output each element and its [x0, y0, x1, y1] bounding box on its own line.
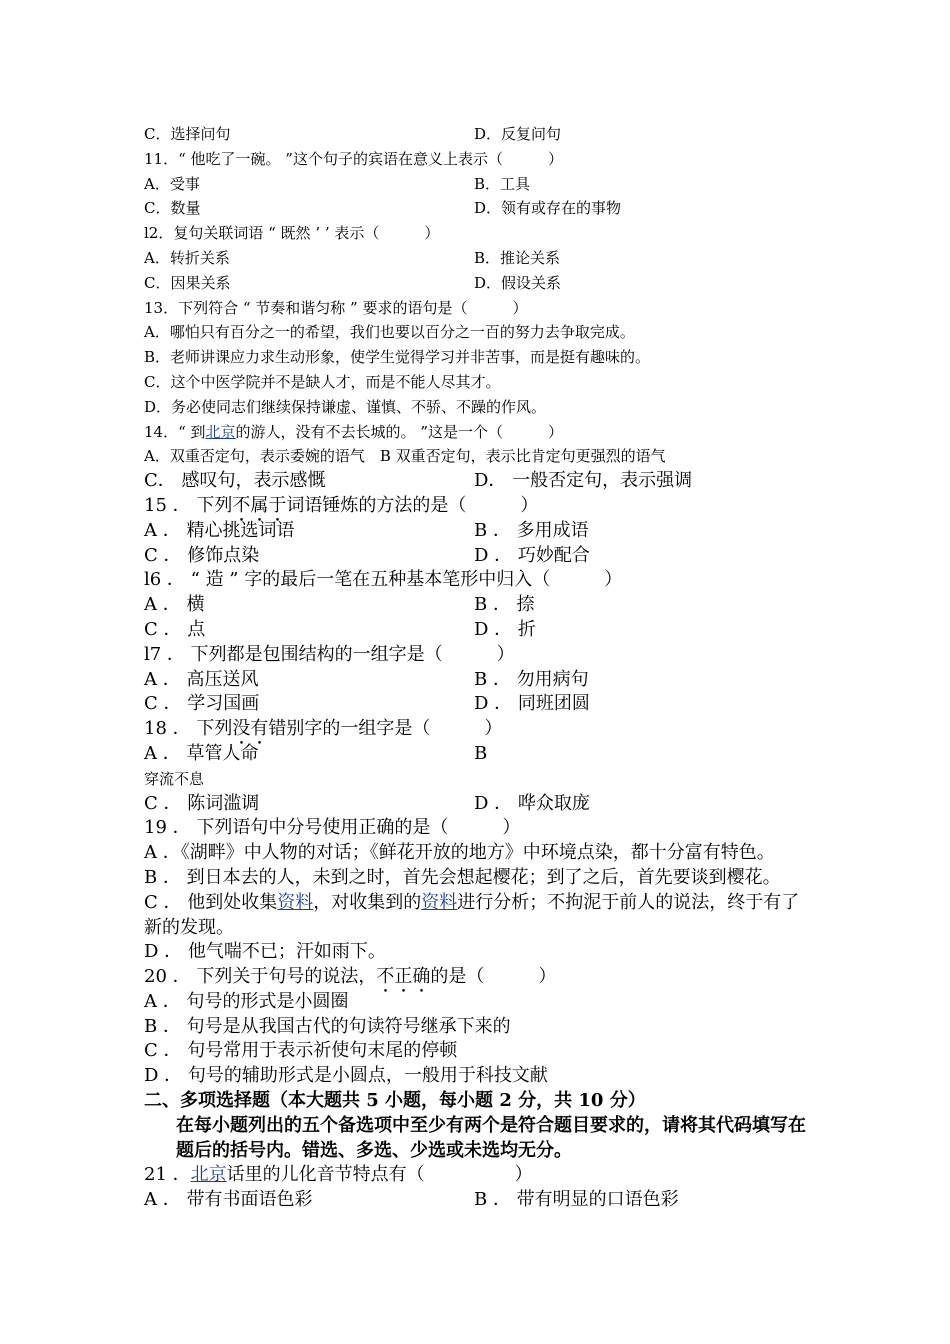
option-d: D ． 同班团圆: [474, 693, 590, 715]
option-c: C．这个中医学院并不是缺人才，而是不能人尽其才。: [144, 372, 501, 391]
ziliao-link[interactable]: 资料: [421, 891, 458, 913]
option-d: D ． 句号的辅助形式是小圆点，一般用于科技文献: [144, 1065, 548, 1087]
beijing-link[interactable]: 北京: [190, 1164, 227, 1186]
option-row: [144, 618, 814, 643]
option-row: [144, 668, 814, 693]
option-d: D． 一般否定句，表示强调: [474, 470, 693, 492]
option-row: [144, 692, 814, 717]
option-a: A．转折关系: [144, 248, 230, 267]
option-b-text: 穿流不息: [144, 769, 205, 788]
option-b: B ． 句号是从我国古代的句读符号继承下来的: [144, 1015, 511, 1037]
option-row: [144, 122, 814, 147]
emphasis-text: 不属于: [232, 494, 287, 516]
option-d: D．反复问句: [474, 125, 562, 143]
option-b: B ． 捺: [474, 594, 535, 616]
option-d: D ． 折: [474, 618, 536, 640]
option-row: [144, 196, 814, 221]
option-c: C．因果关系: [144, 273, 231, 292]
option-row: [144, 544, 814, 569]
option-c: C ． 点: [144, 618, 206, 640]
option-row: [144, 792, 814, 817]
option-a: A ． 精心挑选词语: [144, 519, 295, 541]
option-row: [144, 742, 814, 767]
option-a: A．受事: [144, 174, 200, 193]
option-d: D ． 哗众取庞: [474, 792, 590, 814]
option-b: B: [474, 742, 488, 764]
ziliao-link[interactable]: 资料: [277, 891, 314, 913]
option-row: [144, 1188, 814, 1213]
option-row: [144, 271, 814, 296]
option-d: D．假设关系: [474, 273, 562, 292]
emphasis-text: 没有: [232, 718, 269, 740]
question-18: 18 ． 下列 没有 错别字的一组字是（ ）: [144, 717, 814, 742]
option-b: B ． 带有明显的口语色彩: [474, 1189, 679, 1211]
option-a: A ． 横: [144, 594, 205, 616]
option-c: C ． 学习国画: [144, 693, 260, 715]
option-ab: A．双重否定句，表示委婉的语气 B 双重否定句，表示比肯定句更强烈的语气: [144, 447, 666, 466]
emphasis-text: 不正确: [376, 966, 431, 988]
option-d: D ． 他气喘不已；汗如雨下。: [144, 941, 386, 963]
option-a: A ． 句号的形式是小圆圈: [144, 990, 349, 1012]
option-c: C．选择问句: [144, 125, 231, 143]
question-15: 15 ． 下列 不属于 词语锤炼的方法的是（ ）: [144, 494, 814, 519]
option-b: B．老师讲课应力求生动形象，使学生觉得学习并非苦事，而是挺有趣味的。: [144, 348, 651, 367]
option-b: B ． 多用成语: [474, 519, 589, 541]
option-d: D．领有或存在的事物: [474, 199, 622, 218]
option-c: C ． 陈词滥调: [144, 792, 260, 814]
option-a: A ． 草管人命: [144, 742, 259, 764]
question-12: l2．复句关联词语 “ 既然 ’ ’ 表示（ ）: [144, 224, 440, 243]
option-row: [144, 469, 814, 494]
section-heading: 二、多项选择题（本大题共 5 小题，每小题 2 分，共 10 分）: [144, 1090, 646, 1112]
question-14: 14．“ 到 北京 的游人，没有不去长城的。 ”这是一个（ ）: [144, 420, 814, 445]
question-11: 11．“ 他吃了一碗。 ”这个句子的宾语在意义上表示（ ）: [144, 149, 563, 168]
option-a: A．哪怕只有百分之一的希望，我们也要以百分之一百的努力去争取完成。: [144, 323, 635, 342]
section-instructions: 在每小题列出的五个备选项中至少有两个是符合题目要求的，请将其代码填写在题后的括号内。错选、多选、少选或未选均无分。: [176, 1114, 806, 1161]
question-16: l6 ． “ 造 ” 字的最后一笔在五种基本笔形中归入（ ）: [144, 569, 623, 591]
option-c: C ． 他到处收集资料，对收集到的资料进行分析；不拘泥于前人的说法，终于有了新的发现。: [144, 891, 800, 938]
option-a: A ． 带有书面语色彩: [144, 1189, 313, 1211]
option-a: A ． 高压送风: [144, 668, 259, 690]
option-b: B ． 到日本去的人，未到之时，首先会想起樱花；到了之后，首先要谈到樱花。: [144, 866, 781, 888]
question-17: l7 ． 下列都是包围结构的一组字是（ ）: [144, 643, 515, 665]
option-row: [144, 519, 814, 544]
option-d: D．务必使同志们继续保持谦虚、谨慎、不骄、不躁的作风。: [144, 397, 547, 416]
option-row: [144, 246, 814, 271]
option-b: B ． 勿用病句: [474, 668, 589, 690]
option-c: C． 感叹句，表示感慨: [144, 470, 326, 492]
question-21: 21 ． 北京 话里的儿化音节特点有（ ）: [144, 1163, 814, 1188]
option-b: B．工具: [474, 174, 531, 193]
exam-page: [144, 122, 814, 1213]
option-a: A ．《湖畔》中人物的对话；《鲜花开放的地方》中环境点染，都十分富有特色。: [144, 842, 775, 864]
option-row: [144, 593, 814, 618]
question-13: 13．下列符合 “ 节奏和谐匀称 ” 要求的语句是（ ）: [144, 298, 528, 317]
option-b: B．推论关系: [474, 248, 561, 267]
option-d: D ． 巧妙配合: [474, 544, 590, 566]
option-c: C．数量: [144, 199, 201, 218]
beijing-link[interactable]: 北京: [205, 422, 236, 441]
option-c: C ． 修饰点染: [144, 544, 260, 566]
option-c: C ． 句号常用于表示祈使句末尾的停顿: [144, 1040, 458, 1062]
question-19: 19 ． 下列语句中分号使用正确的是（ ）: [144, 817, 521, 839]
option-row: [144, 172, 814, 197]
question-20: 20 ． 下列关于句号的说法， 不正确 的是（ ）: [144, 965, 814, 990]
